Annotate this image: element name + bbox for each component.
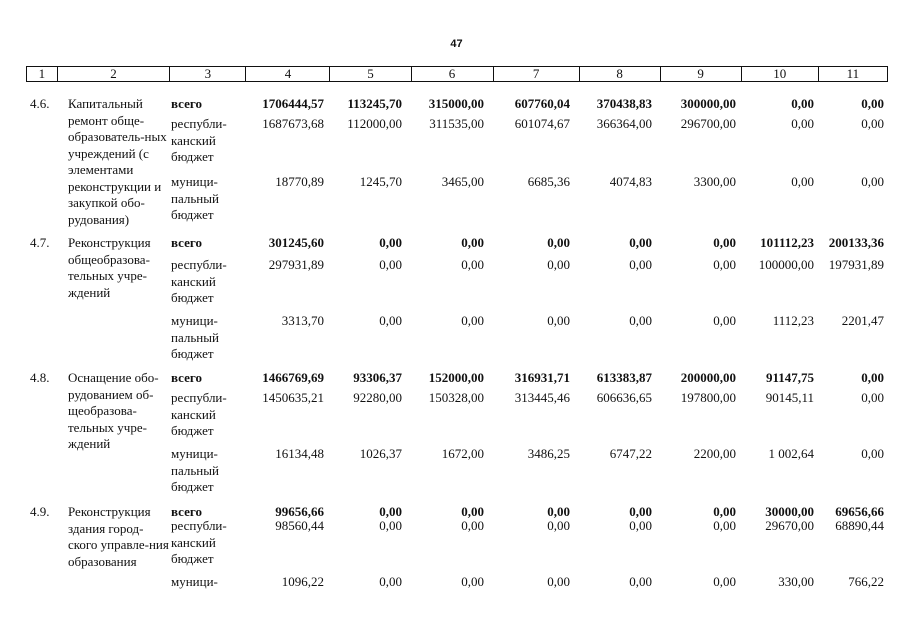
cell-value: 92280,00 [353,390,402,405]
row-category: муници- [171,574,218,589]
table-row [26,574,888,590]
header-cell: 5 [330,67,411,81]
cell-value: 0,00 [461,313,484,328]
cell-value: 68890,44 [835,518,884,533]
cell-value: 200000,00 [680,370,736,385]
cell-value: 0,00 [547,257,570,272]
row-category: всего [171,235,202,250]
cell-value: 766,22 [848,574,884,589]
header-cell: 2 [58,67,171,81]
cell-value: 300000,00 [680,96,736,111]
cell-value: 2201,47 [841,313,884,328]
cell-value: 91147,75 [765,370,814,385]
cell-value: 0,00 [547,504,570,519]
section-number: 4.9. [30,504,50,519]
cell-value: 0,00 [461,257,484,272]
row-category: всего [171,504,202,519]
cell-value: 0,00 [861,96,884,111]
row-category: муници-пальный бюджет [171,174,219,222]
header-cell: 10 [742,67,819,81]
cell-value: 601074,67 [514,116,570,131]
section-name: Реконструкция общеобразова-тельных учре-ждений [68,235,151,300]
table-row [26,96,888,112]
cell-value: 99656,66 [275,504,324,519]
cell-value: 101112,23 [760,235,814,250]
cell-value: 0,00 [629,518,652,533]
cell-value: 0,00 [713,313,736,328]
cell-value: 3313,70 [281,313,324,328]
cell-value: 366364,00 [596,116,652,131]
cell-value: 0,00 [629,574,652,589]
cell-value: 30000,00 [765,504,814,519]
cell-value: 0,00 [379,574,402,589]
section-name: Реконструкция здания город-ского управле-ния образования [68,504,169,569]
cell-value: 200133,36 [828,235,884,250]
cell-value: 0,00 [861,370,884,385]
column-number-header [26,66,888,82]
cell-value: 150328,00 [428,390,484,405]
cell-value: 0,00 [713,257,736,272]
cell-value: 112000,00 [347,116,402,131]
header-cell: 7 [494,67,580,81]
cell-value: 0,00 [379,257,402,272]
row-category: республи-канский бюджет [171,390,227,438]
cell-value: 607760,04 [514,96,570,111]
cell-value: 0,00 [547,518,570,533]
cell-value: 0,00 [629,313,652,328]
cell-value: 18770,89 [275,174,324,189]
cell-value: 98560,44 [275,518,324,533]
cell-value: 152000,00 [428,370,484,385]
cell-value: 315000,00 [428,96,484,111]
row-category: республи-канский бюджет [171,518,227,566]
cell-value: 301245,60 [268,235,324,250]
cell-value: 0,00 [461,518,484,533]
cell-value: 113245,70 [347,96,402,111]
cell-value: 296700,00 [680,116,736,131]
header-cell: 6 [412,67,494,81]
cell-value: 0,00 [629,235,652,250]
row-category: муници-пальный бюджет [171,446,219,494]
cell-value: 1245,70 [359,174,402,189]
cell-value: 1096,22 [281,574,324,589]
cell-value: 0,00 [547,235,570,250]
cell-value: 0,00 [713,574,736,589]
cell-value: 0,00 [629,257,652,272]
cell-value: 613383,87 [596,370,652,385]
cell-value: 0,00 [791,96,814,111]
header-cell: 9 [661,67,742,81]
row-category: муници-пальный бюджет [171,313,219,361]
cell-value: 316931,71 [514,370,570,385]
cell-value: 1672,00 [441,446,484,461]
section-name: Капитальный ремонт обще-образователь-ных учреждений (с элементами реконструкции и закупкой обо-рудования) [68,96,167,227]
cell-value: 90145,11 [765,390,814,405]
cell-value: 0,00 [713,504,736,519]
section-number: 4.6. [30,96,50,111]
cell-value: 297931,89 [268,257,324,272]
cell-value: 29670,00 [765,518,814,533]
cell-value: 0,00 [629,504,652,519]
cell-value: 0,00 [547,313,570,328]
cell-value: 2200,00 [693,446,736,461]
row-category: всего [171,370,202,385]
cell-value: 6685,36 [527,174,570,189]
table-row [26,235,888,251]
section-name: Оснащение обо-рудованием об-щеобразова-тельных учре-ждений [68,370,159,451]
cell-value: 0,00 [791,116,814,131]
cell-value: 0,00 [547,574,570,589]
table-row [26,313,888,361]
cell-value: 1026,37 [359,446,402,461]
cell-value: 0,00 [713,518,736,533]
row-category: республи-канский бюджет [171,116,227,164]
cell-value: 0,00 [379,504,402,519]
cell-value: 0,00 [461,504,484,519]
row-category: республи-канский бюджет [171,257,227,305]
header-cell: 4 [246,67,330,81]
section-number: 4.7. [30,235,50,250]
cell-value: 313445,46 [514,390,570,405]
header-cell: 3 [170,67,246,81]
cell-value: 0,00 [861,116,884,131]
cell-value: 0,00 [379,235,402,250]
cell-value: 1466769,69 [262,370,324,385]
cell-value: 1687673,68 [262,116,324,131]
cell-value: 197931,89 [828,257,884,272]
cell-value: 1 002,64 [768,446,814,461]
row-category: всего [171,96,202,111]
cell-value: 0,00 [791,174,814,189]
header-cell: 8 [580,67,661,81]
cell-value: 0,00 [379,518,402,533]
cell-value: 311535,00 [429,116,484,131]
cell-value: 4074,83 [609,174,652,189]
cell-value: 3300,00 [693,174,736,189]
cell-value: 93306,37 [353,370,402,385]
cell-value: 3486,25 [527,446,570,461]
cell-value: 330,00 [778,574,814,589]
page-number: 47 [450,38,463,50]
cell-value: 0,00 [861,390,884,405]
table-row [26,446,888,494]
cell-value: 100000,00 [758,257,814,272]
cell-value: 606636,65 [596,390,652,405]
header-cell: 11 [846,66,860,81]
cell-value: 69656,66 [835,504,884,519]
table-row [26,116,888,164]
cell-value: 0,00 [461,235,484,250]
table-row [26,370,888,386]
cell-value: 0,00 [713,235,736,250]
table-row [26,174,888,222]
section-number: 4.8. [30,370,50,385]
cell-value: 370438,83 [596,96,652,111]
cell-value: 1112,23 [772,313,814,328]
cell-value: 0,00 [861,446,884,461]
cell-value: 16134,48 [275,446,324,461]
cell-value: 0,00 [861,174,884,189]
cell-value: 0,00 [379,313,402,328]
cell-value: 0,00 [461,574,484,589]
cell-value: 3465,00 [441,174,484,189]
header-cell: 1 [27,67,58,81]
cell-value: 1450635,21 [262,390,324,405]
cell-value: 1706444,57 [262,96,324,111]
cell-value: 197800,00 [680,390,736,405]
cell-value: 6747,22 [609,446,652,461]
